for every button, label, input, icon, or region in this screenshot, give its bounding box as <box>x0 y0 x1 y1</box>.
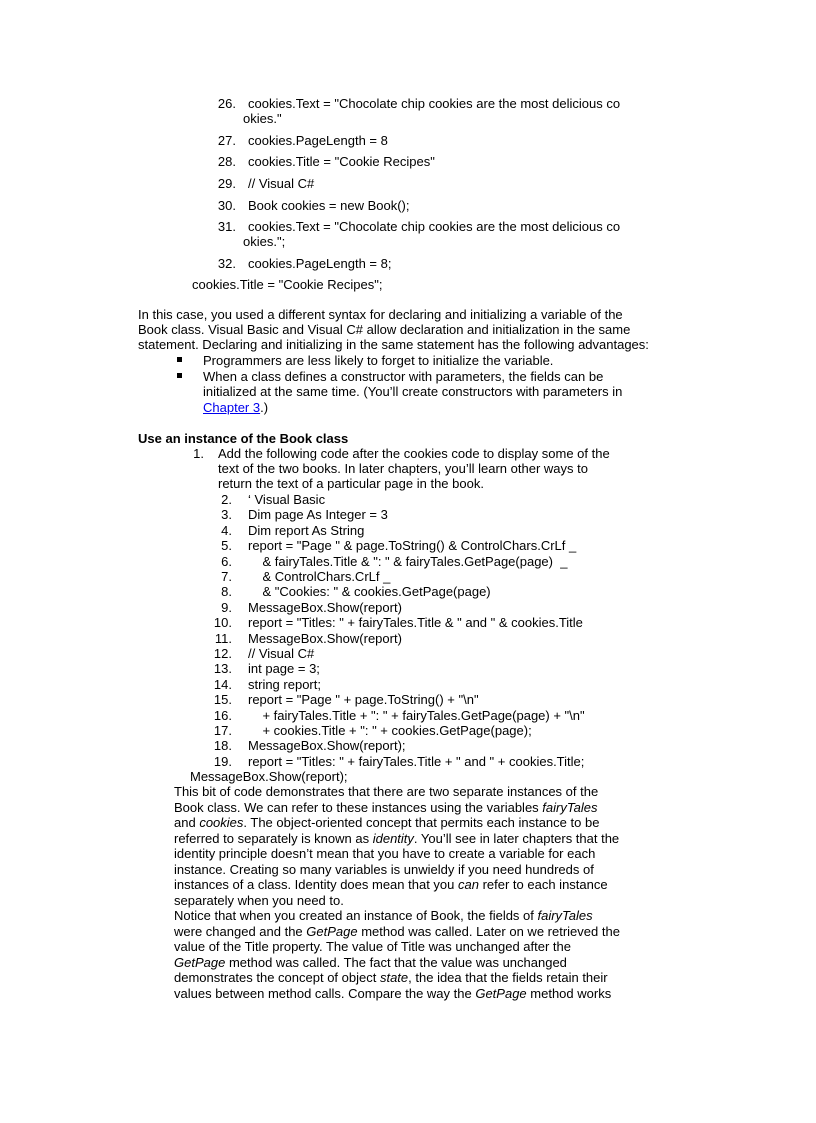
text-run: method works <box>526 986 612 1001</box>
code-line: string report; <box>248 677 321 692</box>
text-run: demonstrates the concept of object <box>174 970 380 985</box>
list-number: 29. <box>217 176 236 191</box>
bullet-icon <box>177 373 182 378</box>
code-line-number: 13. <box>213 661 232 676</box>
italic-term: GetPage <box>475 986 527 1001</box>
code-line: int page = 3; <box>248 661 320 676</box>
text-run: method was called. The fact that the value was unchanged <box>225 955 567 970</box>
code-line: ‘ Visual Basic <box>248 492 326 507</box>
list-item-continuation: okies."; <box>243 234 286 249</box>
list-item: cookies.Text = "Chocolate chip cookies are the most delicious co <box>248 96 621 111</box>
paragraph-line <box>174 955 567 971</box>
code-line-number: 11. <box>214 631 232 646</box>
text-run: separately when you need to. <box>174 893 344 908</box>
paragraph-line <box>174 815 599 831</box>
text-run: referred to separately is known as <box>174 831 373 846</box>
list-item: cookies.Text = "Chocolate chip cookies are the most delicious co <box>248 219 621 234</box>
paragraph-line: In this case, you used a different syntax for declaring and initializing a variable of the <box>138 307 623 322</box>
code-line: + fairyTales.Title + ": " + fairyTales.GetPage(page) + "\n" <box>248 708 585 723</box>
step-text: return the text of a particular page in the book. <box>218 476 484 491</box>
text-run: . The object-oriented concept that permits each instance to be <box>243 815 600 830</box>
code-line: report = "Titles: " + fairyTales.Title & " and " & cookies.Title <box>248 615 583 630</box>
bullet-item: Programmers are less likely to forget to initialize the variable. <box>203 353 554 368</box>
bullet-item-continuation <box>203 400 268 416</box>
step-number: 1. <box>193 446 204 461</box>
paragraph-line <box>174 784 598 800</box>
italic-term: state <box>379 970 409 985</box>
paragraph-line: Book class. Visual Basic and Visual C# allow declaration and initialization in the same <box>138 322 631 337</box>
code-line-number: 14. <box>213 677 232 692</box>
list-item: Book cookies = new Book(); <box>248 198 410 213</box>
code-line-number: 12. <box>213 646 232 661</box>
list-number: 31. <box>217 219 236 234</box>
code-line: cookies.Title = "Cookie Recipes"; <box>192 277 383 292</box>
paragraph-line <box>174 986 611 1002</box>
text-run: instance. Creating so many variables is unwieldy if you need hundreds of <box>174 862 594 877</box>
code-line: MessageBox.Show(report) <box>248 600 402 615</box>
code-line: Dim report As String <box>248 523 365 538</box>
code-line-number: 7. <box>221 569 232 584</box>
code-line-number: 8. <box>221 584 232 599</box>
code-line: Dim page As Integer = 3 <box>248 507 388 522</box>
list-item: cookies.PageLength = 8 <box>248 133 388 148</box>
code-line: report = "Titles: " + fairyTales.Title + " and " + cookies.Title; <box>248 754 585 769</box>
text-run: value of the Title property. The value of Title was unchanged after the <box>174 939 571 954</box>
list-item: cookies.Title = "Cookie Recipes" <box>248 154 435 169</box>
bullet-icon <box>177 357 182 362</box>
italic-term: GetPage <box>306 924 358 939</box>
code-line-number: 10. <box>213 615 232 630</box>
text-run: . You’ll see in later chapters that the <box>413 831 620 846</box>
code-line: & "Cookies: " & cookies.GetPage(page) <box>248 584 491 599</box>
italic-term: GetPage <box>174 955 226 970</box>
text-run: Notice that when you created an instance of Book, the fields of <box>174 908 538 923</box>
italic-term: fairyTales <box>537 908 593 923</box>
step-text: Add the following code after the cookies code to display some of the <box>218 446 610 461</box>
italic-term: cookies <box>199 815 244 830</box>
text-run: Book class. We can refer to these instances using the variables <box>174 800 543 815</box>
text-run: and <box>174 815 200 830</box>
code-line-number: 2. <box>221 492 232 507</box>
paragraph-line <box>174 924 620 940</box>
code-line-number: 17. <box>213 723 232 738</box>
chapter-3-link[interactable]: Chapter 3 <box>203 400 261 415</box>
code-line: + cookies.Title + ": " + cookies.GetPage(page); <box>248 723 532 738</box>
code-line: report = "Page " + page.ToString() + "\n" <box>248 692 479 707</box>
italic-term: identity <box>372 831 414 846</box>
list-number: 32. <box>217 256 236 271</box>
text-run: , the idea that the fields retain their <box>408 970 608 985</box>
code-line-number: 6. <box>221 554 232 569</box>
code-line: & fairyTales.Title & ": " & fairyTales.GetPage(page) _ <box>248 554 568 569</box>
paragraph-line: statement. Declaring and initializing in the same statement has the following advantages: <box>138 337 649 352</box>
code-line: // Visual C# <box>248 646 315 661</box>
code-line: MessageBox.Show(report); <box>190 769 348 784</box>
paragraph-line <box>174 800 597 816</box>
code-line-number: 19. <box>213 754 232 769</box>
step-text: text of the two books. In later chapters, you’ll learn other ways to <box>218 461 588 476</box>
code-line-number: 5. <box>221 538 232 553</box>
list-number: 30. <box>217 198 236 213</box>
code-line-number: 4. <box>221 523 232 538</box>
code-line: MessageBox.Show(report); <box>248 738 406 753</box>
code-line: report = "Page " & page.ToString() & ControlChars.CrLf _ <box>248 538 577 553</box>
list-item: // Visual C# <box>248 176 315 191</box>
text-run: values between method calls. Compare the way the <box>174 986 476 1001</box>
italic-term: can <box>458 877 479 892</box>
text-run: identity principle doesn’t mean that you have to create a variable for each <box>174 846 596 861</box>
list-number: 28. <box>217 154 236 169</box>
bullet-item-continuation: initialized at the same time. (You’ll create constructors with parameters in <box>203 384 623 399</box>
paragraph-line <box>174 893 344 909</box>
section-heading: Use an instance of the Book class <box>138 431 349 446</box>
paragraph-line <box>174 862 594 878</box>
paragraph-line <box>174 877 608 893</box>
code-line-number: 18. <box>213 738 232 753</box>
paragraph-line <box>174 970 608 986</box>
text-run: refer to each instance <box>478 877 608 892</box>
bullet-item: When a class defines a constructor with parameters, the fields can be <box>203 369 604 384</box>
paragraph-line <box>174 846 595 862</box>
code-line-number: 9. <box>221 600 232 615</box>
code-line-number: 16. <box>213 708 232 723</box>
text-run: method was called. Later on we retrieved the <box>357 924 620 939</box>
list-item: cookies.PageLength = 8; <box>248 256 392 271</box>
list-number: 27. <box>217 133 236 148</box>
text-run: This bit of code demonstrates that there are two separate instances of the <box>174 784 599 799</box>
paragraph-line <box>174 939 571 955</box>
paragraph-line <box>174 908 593 924</box>
text-run: instances of a class. Identity does mean that you <box>174 877 458 892</box>
text-run: were changed and the <box>174 924 307 939</box>
code-line: MessageBox.Show(report) <box>248 631 402 646</box>
code-line-number: 3. <box>221 507 232 522</box>
code-line: & ControlChars.CrLf _ <box>248 569 391 584</box>
italic-term: fairyTales <box>542 800 598 815</box>
paragraph-line <box>174 831 619 847</box>
link-suffix: .) <box>260 400 269 415</box>
list-item-continuation: okies." <box>243 111 282 126</box>
list-number: 26. <box>217 96 236 111</box>
code-line-number: 15. <box>213 692 232 707</box>
